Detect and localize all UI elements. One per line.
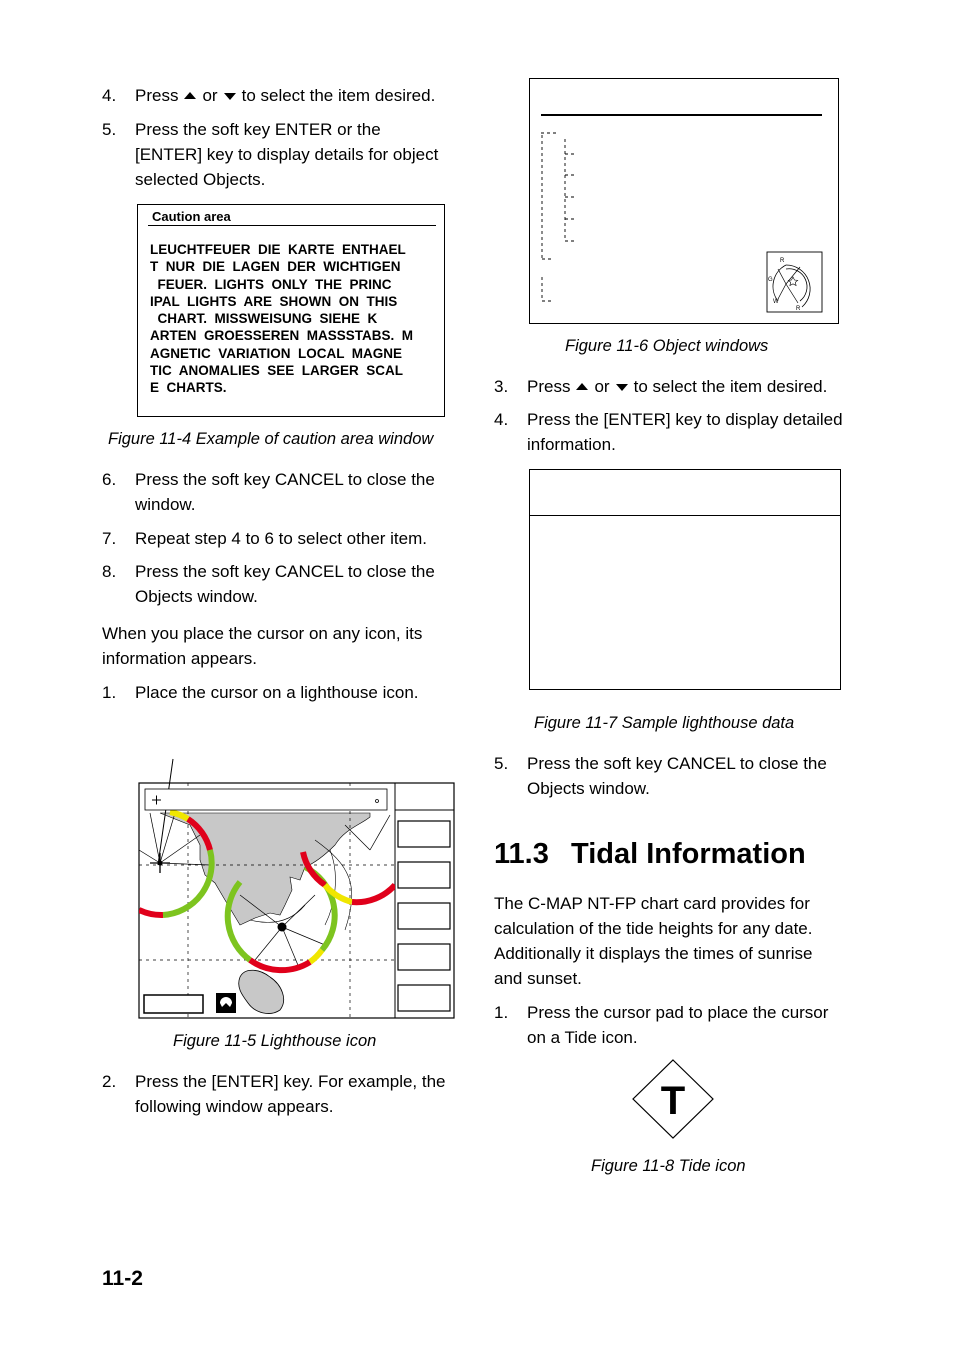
up-arrow-icon: [576, 383, 588, 390]
step-number: 5.: [102, 120, 117, 139]
step-number: 1.: [494, 1003, 509, 1022]
paragraph-line: information appears.: [102, 649, 257, 668]
figure-11-8-caption: Figure 11-8 Tide icon: [591, 1157, 746, 1175]
step-line: Press the soft key CANCEL to close the: [135, 470, 435, 489]
step-text: or: [202, 86, 218, 105]
step-line: Objects window.: [135, 587, 258, 606]
caution-window-body: LEUCHTFEUER DIE KARTE ENTHAEL T NUR DIE LAGEN DER WICHTIGEN FEUER. LIGHTS ONLY THE PRINC IPAL LIGHTS ARE SHOWN ON THIS CHART. MISSWEISUNG SIEHE K ARTEN GROESSEREN MASSSTABS. M AGNETIC VARIATION LOCAL MAGNE TIC ANOMALIES SEE LARGER SCAL E CHARTS.: [150, 242, 414, 396]
step-line: information.: [527, 435, 616, 454]
lighthouse-data-window: [529, 469, 841, 690]
object-windows-figure: [529, 78, 839, 324]
step-line: Press the [ENTER] key to display detailed: [527, 410, 843, 429]
figure-11-4-caption: Figure 11-4 Example of caution area window: [108, 430, 434, 448]
step-number: 2.: [102, 1072, 117, 1091]
sector-letter-r: R: [780, 258, 785, 264]
figure-11-6-caption: Figure 11-6 Object windows: [565, 337, 769, 355]
step-text: Press: [135, 86, 179, 105]
step-number: 7.: [102, 529, 117, 548]
step-text: Press: [527, 377, 571, 396]
cursor-info-paragraph: [102, 621, 472, 671]
step-line: Place the cursor on a lighthouse icon.: [135, 683, 419, 702]
step-line: window.: [135, 495, 196, 514]
soft-key-button[interactable]: [398, 985, 450, 1011]
up-arrow-icon: [184, 92, 196, 99]
soft-key-button[interactable]: [398, 821, 450, 847]
step-line: Press the soft key CANCEL to close the: [135, 562, 435, 581]
step-line: Objects window.: [527, 779, 650, 798]
tidal-paragraph: [494, 891, 864, 991]
title-underline: [148, 225, 436, 226]
sector-letter-w: W: [773, 299, 779, 305]
soft-key-button[interactable]: [398, 862, 450, 888]
step-number: 3.: [494, 377, 509, 396]
down-arrow-icon: [224, 93, 236, 100]
step-line: Press the cursor pad to place the cursor: [527, 1003, 829, 1022]
step-text: to select the item desired.: [633, 377, 828, 396]
paragraph-line: The C-MAP NT-FP chart card provides for: [494, 894, 810, 913]
object-tree: [530, 79, 836, 321]
paragraph-line: and sunset.: [494, 969, 582, 988]
paragraph-line: calculation of the tide heights for any date.: [494, 919, 813, 938]
step-number: 4.: [102, 86, 117, 105]
sector-light-thumbnail: [767, 252, 822, 312]
paragraph-line: Additionally it displays the times of sunrise: [494, 944, 813, 963]
step-text: to select the item desired.: [241, 86, 436, 105]
step-text: or: [594, 377, 610, 396]
lighthouse-icon[interactable]: [278, 923, 287, 932]
step-line: Repeat step 4 to 6 to select other item.: [135, 529, 427, 548]
step-line: [ENTER] key to display details for object: [135, 145, 439, 164]
step-line: Press the soft key CANCEL to close the: [527, 754, 827, 773]
step-number: 1.: [102, 683, 117, 702]
caution-area-window: [137, 204, 445, 417]
paragraph-line: When you place the cursor on any icon, its: [102, 624, 423, 643]
step-line: selected Objects.: [135, 170, 266, 189]
soft-key-button[interactable]: [398, 944, 450, 970]
step-line: Press the [ENTER] key. For example, the: [135, 1072, 446, 1091]
step-number: 6.: [102, 470, 117, 489]
step-number: 8.: [102, 562, 117, 581]
tide-icon-letter: T: [660, 1079, 686, 1123]
tide-icon: [632, 1059, 714, 1139]
page-number: 11-2: [102, 1267, 143, 1290]
section-title: Tidal Information: [571, 838, 806, 870]
scale-bar: [144, 995, 203, 1013]
lighthouse-chart-figure: [130, 755, 460, 1025]
caution-window-title: Caution area: [152, 209, 231, 224]
step-number: 4.: [494, 410, 509, 429]
figure-11-5-caption: Figure 11-5 Lighthouse icon: [173, 1032, 377, 1050]
ship-compass-icon: [216, 993, 236, 1013]
step-number: 5.: [494, 754, 509, 773]
sector-letter-r: R: [796, 306, 801, 312]
step-line: following window appears.: [135, 1097, 334, 1116]
sector-letter-g: G: [768, 277, 773, 283]
soft-key-button[interactable]: [398, 903, 450, 929]
down-arrow-icon: [616, 384, 628, 391]
step-line: on a Tide icon.: [527, 1028, 638, 1047]
step-line: Press the soft key ENTER or the: [135, 120, 381, 139]
section-number: 11.3: [494, 838, 549, 870]
window-header-divider: [530, 515, 840, 516]
position-readout-field: [145, 789, 387, 810]
figure-11-7-caption: Figure 11-7 Sample lighthouse data: [534, 714, 795, 732]
section-heading: [494, 838, 806, 871]
